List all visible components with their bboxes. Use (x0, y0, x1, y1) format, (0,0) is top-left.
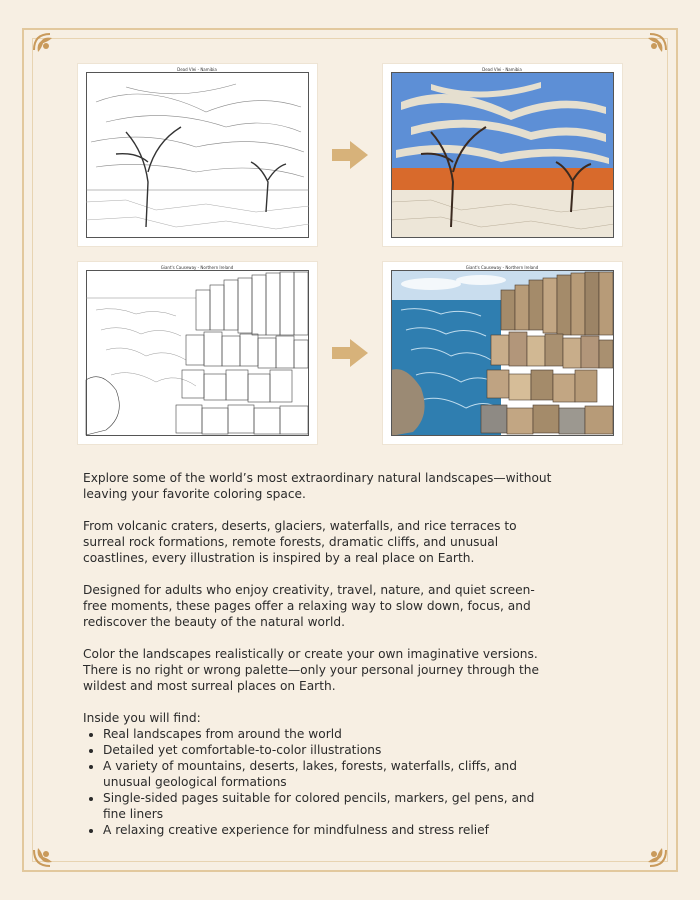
arrow-right-icon (332, 337, 368, 369)
dead-vlei-line-art (78, 64, 317, 246)
corner-ornament-icon (630, 830, 670, 870)
image-caption: Giant's Causeway - Northern Ireland (160, 265, 234, 270)
corner-ornament-icon (30, 30, 70, 70)
list-item: • Real landscapes from around the world (103, 726, 553, 742)
dead-vlei-colored (383, 64, 622, 246)
giants-causeway-line-art (78, 262, 317, 444)
image-caption: Dead Vlei - Namibia (177, 67, 217, 72)
paragraph: Explore some of the world’s most extraordinary natural landscapes—without leaving your favorite coloring space. (83, 471, 552, 501)
list-item: • Detailed yet comfortable-to-color illustrations (103, 742, 553, 758)
image-caption: Giant's Causeway - Northern Ireland (465, 265, 539, 270)
features-list (83, 726, 553, 838)
corner-ornament-icon (630, 30, 670, 70)
paragraph: Designed for adults who enjoy creativity, travel, nature, and quiet screen-free moments, these pages offer a relaxing way to slow down, focus, and rediscover the beauty of the natural world. (83, 583, 535, 629)
arrow-right-icon (332, 139, 368, 171)
list-item: • A relaxing creative experience for mindfulness and stress relief (103, 822, 553, 838)
list-intro: Inside you will find: (83, 711, 201, 725)
paragraph: Color the landscapes realistically or create your own imaginative versions. There is no right or wrong palette—only your personal journey through the wildest and most surreal places on Earth. (83, 647, 540, 693)
image-caption: Dead Vlei - Namibia (482, 67, 522, 72)
description-text (83, 470, 553, 838)
corner-ornament-icon (30, 830, 70, 870)
list-item: • Single-sided pages suitable for colored pencils, markers, gel pens, and fine liners (103, 790, 553, 822)
paragraph: From volcanic craters, deserts, glaciers, waterfalls, and rice terraces to surreal rock formations, remote forests, dramatic cliffs, and unusual coastlines, every illustration is inspired by a real place on Earth. (83, 519, 517, 565)
list-item: • A variety of mountains, deserts, lakes, forests, waterfalls, cliffs, and unusual geological formations (103, 758, 553, 790)
giants-causeway-colored (383, 262, 622, 444)
